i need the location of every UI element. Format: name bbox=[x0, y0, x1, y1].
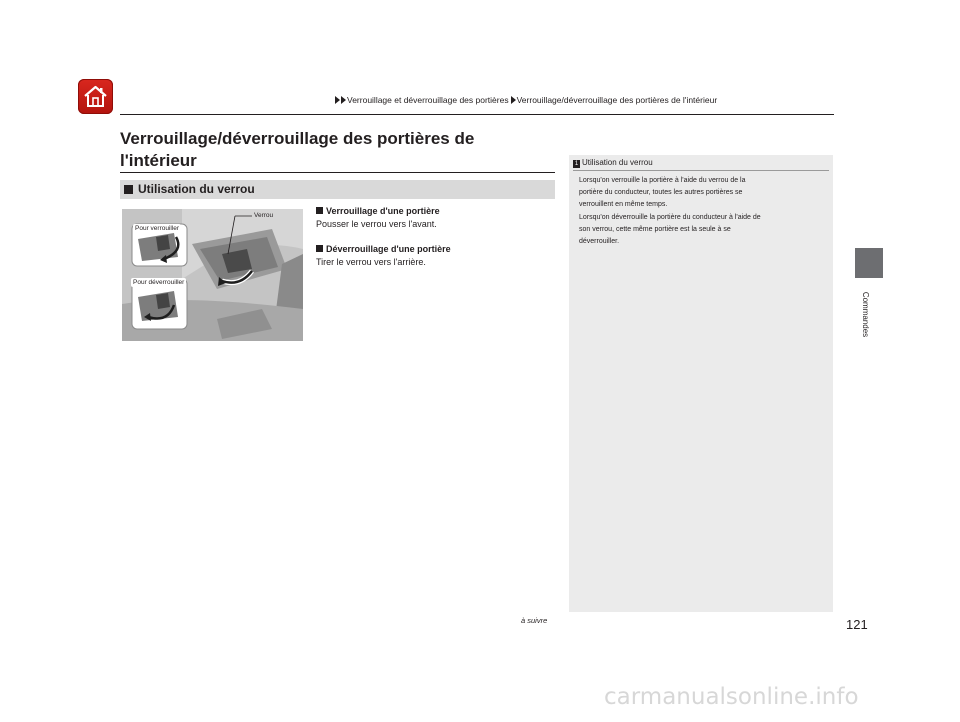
lock-tab-label: Verrou bbox=[254, 212, 274, 219]
breadcrumb-item[interactable]: Verrouillage/déverrouillage des portières de l'intérieur bbox=[516, 95, 718, 105]
note-reference-badge: 1 bbox=[574, 161, 579, 167]
breadcrumb bbox=[335, 95, 717, 105]
side-note-line: déverrouiller. bbox=[579, 238, 620, 246]
lock-direction-label: Pour verrouiller bbox=[135, 225, 180, 232]
instruction-heading-text: Déverrouillage d'une portière bbox=[326, 244, 451, 254]
continued-indicator: à suivre bbox=[521, 616, 548, 625]
side-note-heading bbox=[573, 158, 653, 168]
breadcrumb-arrow-icon bbox=[341, 96, 346, 104]
home-button[interactable] bbox=[78, 79, 113, 114]
bullet-icon bbox=[316, 245, 323, 252]
side-note-line: verrouillent en même temps. bbox=[579, 201, 668, 209]
side-note-title: Utilisation du verrou bbox=[582, 158, 653, 167]
page-title: Verrouillage/déverrouillage des portières de l'intérieur bbox=[120, 129, 475, 170]
section-bullet-icon bbox=[124, 185, 133, 194]
door-lock-illustration bbox=[122, 209, 303, 341]
instruction-text-lock: Pousser le verrou vers l'avant. bbox=[316, 219, 437, 229]
side-note-line: portière du conducteur, toutes les autres portières se bbox=[579, 189, 743, 197]
side-note-body bbox=[579, 175, 827, 248]
side-note-line: Lorsqu'on verrouille la portière à l'aide du verrou de la bbox=[579, 177, 746, 184]
breadcrumb-arrow-icon bbox=[335, 96, 340, 104]
chapter-tab-label: Commandes bbox=[861, 291, 871, 338]
instruction-text-unlock: Tirer le verrou vers l'arrière. bbox=[316, 257, 426, 267]
bullet-icon bbox=[316, 207, 323, 214]
instruction-heading-unlock bbox=[316, 244, 451, 254]
chapter-tab[interactable] bbox=[855, 248, 883, 278]
instruction-heading-text: Verrouillage d'une portière bbox=[326, 206, 440, 216]
title-divider bbox=[120, 172, 555, 173]
instruction-heading-lock bbox=[316, 206, 440, 216]
breadcrumb-arrow-icon bbox=[511, 96, 516, 104]
side-note-divider bbox=[573, 170, 829, 171]
home-icon bbox=[83, 84, 108, 109]
page-number: 121 bbox=[846, 617, 868, 632]
unlock-direction-label: Pour déverrouiller bbox=[133, 279, 185, 286]
side-note-line: son verrou, cette même portière est la seule à se bbox=[579, 225, 731, 233]
side-note-line: Lorsqu'on déverrouille la portière du conducteur à l'aide de bbox=[579, 213, 761, 221]
breadcrumb-item[interactable]: Verrouillage et déverrouillage des portières bbox=[347, 95, 509, 105]
watermark: carmanualsonline.info bbox=[604, 684, 859, 710]
header-divider bbox=[120, 114, 834, 115]
section-title: Utilisation du verrou bbox=[138, 182, 255, 196]
